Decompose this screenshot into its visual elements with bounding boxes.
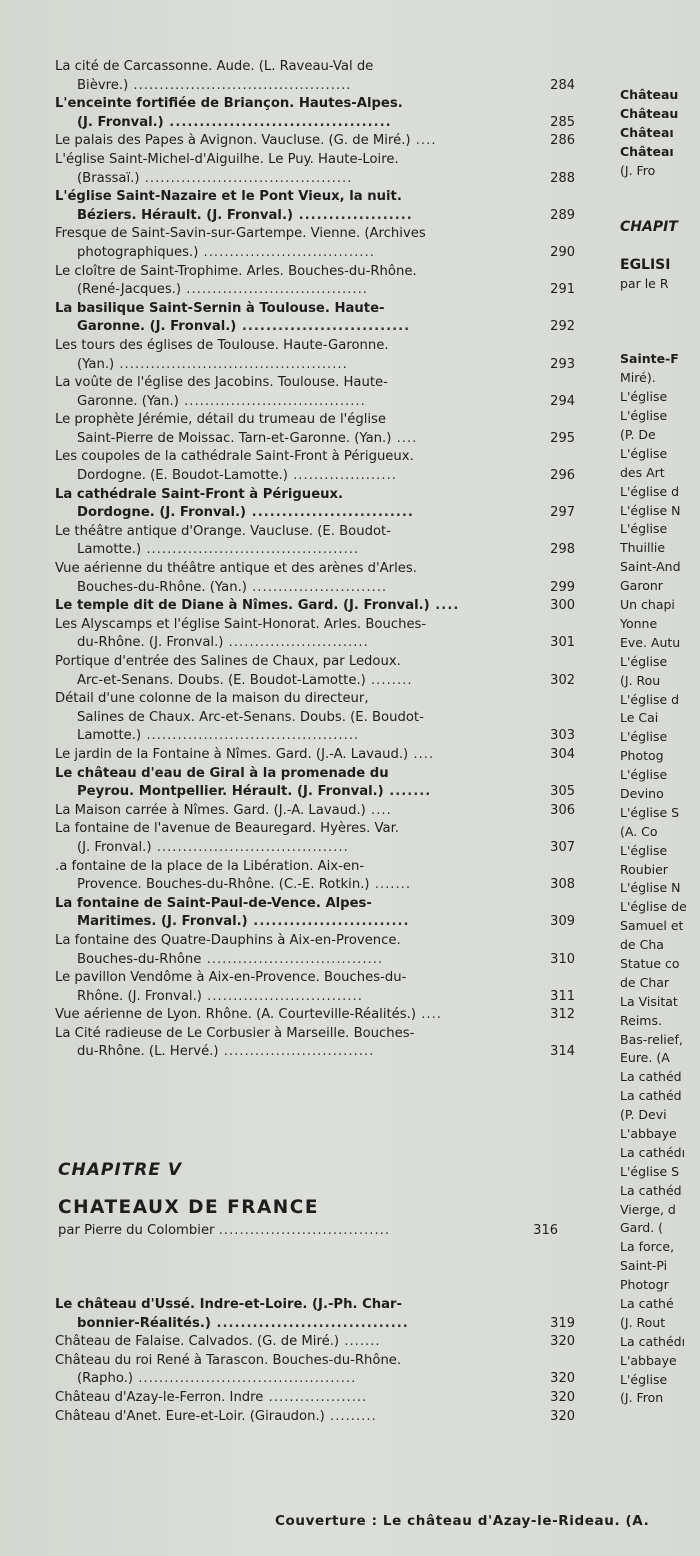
chapter-byline: par Pierre du Colombier ................................. 316 [58,1223,558,1238]
list-item [55,151,575,188]
entry-line: Le prophète Jérémie, détail du trumeau de l'église [55,412,387,428]
right-column-line: L'église [620,729,668,745]
right-column-line [620,313,700,332]
entry-line: Bièvre.) .......................................... [77,77,352,93]
entry-line: Vue aérienne de Lyon. Rhône. (A. Courteville-Réalités.) .... [55,1007,442,1023]
right-column-line: Garonr [620,578,663,594]
list-item [55,225,575,262]
right-column-line: Vierge, d [620,1201,676,1217]
right-column-line: La cathéd [620,1069,682,1085]
page-number: 303 [550,728,575,744]
right-column-line: Saint-Pi [620,1258,668,1274]
right-column-line: Eure. (A [620,1050,670,1066]
right-column-line: La cathéd [620,1182,682,1198]
entry-line: La basilique Saint-Sernin à Toulouse. Haute- [55,300,385,316]
right-column-line: (P. Devi [620,1107,667,1123]
right-column-line: L'église S [620,804,680,820]
page-number: 311 [550,988,575,1004]
right-column-line: (A. Co [620,823,658,839]
entry-line: La fontaine de Saint-Paul-de-Vence. Alpes- [55,895,372,911]
right-column-line: La Visitat [620,993,678,1009]
right-column-line: L'église [620,521,668,537]
right-column-line: Roubier [620,861,668,877]
entry-line: Bouches-du-Rhône. (Yan.) .......................... [77,579,388,595]
right-column-line: L'église [620,1371,668,1387]
list-item [55,1389,575,1408]
page-number: 294 [550,393,575,409]
right-column-line: L'abbaye [620,1352,677,1368]
right-column-line: Photogr [620,1277,669,1293]
chapter-label: CHAPITRE V [58,1160,183,1180]
entry-line: La cathédrale Saint-Front à Périgueux. [55,486,344,502]
page-number: 286 [550,133,575,149]
right-column-line: Château [620,87,679,102]
right-column-line: L'abbaye [620,1125,677,1141]
right-column-line: L'église d [620,483,680,499]
right-column-line: des Art [620,464,665,480]
cover-caption [275,1513,700,1529]
right-column-line: Eve. Autu [620,634,681,650]
entry-line: Arc-et-Senans. Doubs. (E. Boudot-Lamotte.) ........ [77,672,413,688]
right-column-line: Samuel et [620,918,684,934]
entry-line: (René-Jacques.) ................................... [77,282,368,298]
right-column-line: par le R [620,275,669,291]
page-number: 320 [550,1408,575,1424]
page-number: 299 [550,579,575,595]
entry-line: La Cité radieuse de Le Corbusier à Marseille. Bouches- [55,1025,415,1041]
list-item [55,337,575,374]
entry-line: Portique d'entrée des Salines de Chaux, par Ledoux. [55,654,401,669]
page-number: 298 [550,542,575,558]
right-column-line: (J. Rou [620,672,661,688]
list-item [55,895,575,932]
right-column-line: Sainte-F [620,351,679,367]
page-number: 320 [550,1334,575,1350]
entry-line: Le temple dit de Diane à Nîmes. Gard. (J. Fronval.) .... [55,598,460,614]
page-number: 320 [550,1389,575,1405]
entry-line: (J. Fronval.) ..................................... [77,114,392,130]
right-column-cut [620,86,700,1408]
list-item [55,858,575,895]
right-column-line: Yonne [620,615,658,631]
page-number: 305 [550,784,575,800]
right-column-line: de Char [620,974,670,990]
list-item [55,802,575,821]
list-item [55,486,575,523]
list-item [55,597,575,616]
page-number: 290 [550,244,575,260]
right-column-line: Thuillie [620,540,666,556]
list-item [55,820,575,857]
right-column-line: (P. De [620,427,656,443]
entry-line: Château de Falaise. Calvados. (G. de Miré.) ....... [55,1334,381,1350]
right-column-line: Photog [620,748,664,764]
page-number: 292 [550,319,575,335]
chapter-title: CHATEAUX DE FRANCE [58,1197,320,1218]
entry-line: bonnier-Réalités.) ................................ [77,1315,409,1331]
entry-line: Béziers. Hérault. (J. Fronval.) ................... [77,207,413,223]
list-item [55,1296,575,1333]
entry-line: Les tours des églises de Toulouse. Haute-Garonne. [55,337,389,353]
list-item [55,95,575,132]
entry-line: La fontaine des Quatre-Dauphins à Aix-en-Provence. [55,932,401,948]
page-number: 302 [550,672,575,688]
page-number: 312 [550,1007,575,1023]
right-column-line: La cathédı [620,1333,686,1349]
entry-line: L'église Saint-Nazaire et le Pont Vieux, la nuit. [55,189,402,205]
entry-line: La fontaine de l'avenue de Beauregard. Hyères. Var. [55,821,399,837]
page-number: 285 [550,114,575,130]
list-item [55,969,575,1006]
entry-line: du-Rhône. (L. Hervé.) ............................. [77,1044,375,1060]
entry-line: Dordogne. (E. Boudot-Lamotte.) .................... [77,468,397,484]
list-item [55,523,575,560]
list-item [55,932,575,969]
right-column-line: Le Cai [620,710,659,726]
right-column-line: L'église de [620,899,687,915]
right-column-line: EGLISI [620,257,671,274]
entry-line: Château d'Anet. Eure-et-Loir. (Giraudon.) ......... [55,1408,377,1424]
entry-line: Maritimes. (J. Fronval.) .......................... [77,914,410,930]
entry-line: Lamotte.) ......................................... [77,728,360,744]
entry-line: Fresque de Saint-Savin-sur-Gartempe. Vienne. (Archives [55,226,426,242]
right-column-line: L'église [620,842,668,858]
entry-line: Garonne. (J. Fronval.) ............................ [77,319,411,335]
page-number: 319 [550,1315,575,1331]
list-item [55,1352,575,1389]
list-item [55,1006,575,1025]
page-number: 314 [550,1044,575,1060]
entry-line: Saint-Pierre de Moissac. Tarn-et-Garonne. (Yan.) .... [77,430,418,446]
entry-line: Rhône. (J. Fronval.) .............................. [77,988,363,1004]
entry-line: L'enceinte fortifiée de Briançon. Hautes-Alpes. [55,96,403,112]
entry-line: Peyrou. Montpellier. Hérault. (J. Fronval.) ....... [77,784,432,800]
cover-text: Le château d'Azay-le-Rideau. (A. [382,1513,650,1529]
right-column-line [620,332,700,351]
entry-line: La voûte de l'église des Jacobins. Toulouse. Haute- [55,375,388,391]
entry-line: Les coupoles de la cathédrale Saint-Front à Périgueux. [55,449,414,465]
list-item [55,1408,575,1427]
page-number: 300 [550,598,575,614]
right-column-line: Bas-relief, [620,1031,683,1047]
page-number: 289 [550,207,575,223]
list-item [55,616,575,653]
entry-line: Le palais des Papes à Avignon. Vaucluse. (G. de Miré.) .... [55,133,437,149]
right-column-line [620,180,700,199]
byline-text: par Pierre du Colombier [58,1223,215,1238]
entry-line: Vue aérienne du théâtre antique et des arènes d'Arles. [55,561,417,577]
page-number: 309 [550,914,575,930]
list-item [55,58,575,95]
right-column-line: Miré). [620,370,656,386]
right-column-line: (J. Fron [620,1390,664,1406]
page-number: 295 [550,430,575,446]
list-item [55,653,575,690]
entry-line: (J. Fronval.) ..................................... [77,839,349,855]
page-number: 306 [550,802,575,818]
right-column-line: La cathédı [620,1144,686,1160]
entry-line: La Maison carrée à Nîmes. Gard. (J.-A. Lavaud.) .... [55,802,392,818]
right-column-line: CHAPIT [620,219,678,236]
right-column-line: L'église S [620,1163,680,1179]
list-item [55,374,575,411]
entry-line: Le cloître de Saint-Trophime. Arles. Bouches-du-Rhône. [55,263,417,279]
entry-line: photographiques.) ................................. [77,244,375,260]
page-number: 288 [550,170,575,186]
list-item [55,560,575,597]
right-column-line: (J. Fro [620,162,656,178]
page-number: 297 [550,505,575,521]
right-column-line: L'église [620,389,668,405]
entry-line: Bouches-du-Rhône .................................. [77,951,384,967]
entry-line: Le jardin de la Fontaine à Nîmes. Gard. (J.-A. Lavaud.) .... [55,746,435,762]
entry-line: Garonne. (Yan.) ................................... [77,393,366,409]
right-column-line [620,237,700,256]
page-number: 310 [550,951,575,967]
entry-line: .a fontaine de la place de la Libération. Aix-en- [55,858,365,874]
list-item [55,765,575,802]
illustration-list [55,58,575,1062]
entry-line: La cité de Carcassonne. Aude. (L. Raveau-Val de [55,59,374,74]
entry-line: Détail d'une colonne de la maison du directeur, [55,691,369,707]
entry-line: du-Rhône. (J. Fronval.) ........................... [77,635,369,651]
entry-line: Le théâtre antique d'Orange. Vaucluse. (E. Boudot- [55,523,391,539]
castle-list [55,1296,575,1426]
page-number: 308 [550,877,575,893]
entry-line: Salines de Chaux. Arc-et-Senans. Doubs. (E. Boudot- [77,709,424,725]
right-column-line: Reims. [620,1012,662,1028]
right-column-line: Saint-And [620,559,681,575]
right-column-line: La force, [620,1239,675,1255]
list-item [55,448,575,485]
list-item [55,690,575,746]
byline-page: 316 [533,1223,558,1238]
right-column-line: Statue co [620,955,680,971]
right-column-line: Châteaı [620,143,674,159]
right-column-line: L'église [620,653,668,669]
list-item [55,132,575,151]
list-item [55,746,575,765]
right-column-line: La cathéd [620,1088,682,1104]
right-column-line: Château [620,105,679,121]
entry-line: Le château d'eau de Giral à la promenade du [55,765,389,781]
right-column-line: L'église N [620,502,681,518]
entry-line: Le château d'Ussé. Indre-et-Loire. (J.-Ph. Char- [55,1297,403,1312]
right-column-line: (J. Rout [620,1314,666,1330]
entry-line: Le pavillon Vendôme à Aix-en-Provence. Bouches-du- [55,970,407,986]
list-item [55,1025,575,1062]
page-number: 284 [550,77,575,93]
list-item [55,411,575,448]
entry-line: L'église Saint-Michel-d'Aiguilhe. Le Puy. Haute-Loire. [55,151,399,167]
right-column-line: Devino [620,785,664,801]
list-item [55,1333,575,1352]
entry-line: Château du roi René à Tarascon. Bouches-du-Rhône. [55,1352,402,1368]
list-item [55,263,575,300]
right-column-line: de Cha [620,937,664,953]
right-column-line [620,294,700,313]
page-number: 291 [550,282,575,298]
entry-line: Provence. Bouches-du-Rhône. (C.-E. Rotkin.) ....... [77,877,412,893]
entry-line: (Rapho.) .......................................... [77,1371,357,1387]
entry-line: (Yan.) ............................................ [77,356,348,372]
page-number: 296 [550,468,575,484]
list-item [55,188,575,225]
entry-line: Château d'Azay-le-Ferron. Indre ................... [55,1389,368,1405]
right-column-line: L'église [620,408,668,424]
right-column-line: L'église N [620,880,681,896]
page-number: 320 [550,1371,575,1387]
page-number: 301 [550,635,575,651]
cover-label: Couverture : [275,1513,378,1529]
right-column-line: L'église [620,767,668,783]
right-column-line: Un chapi [620,597,675,613]
entry-line: Dordogne. (J. Fronval.) ........................... [77,505,414,521]
page-number: 307 [550,839,575,855]
right-column-line: L'église d [620,691,680,707]
entry-line: Les Alyscamps et l'église Saint-Honorat. Arles. Bouches- [55,616,427,632]
right-column-line [620,199,700,218]
page-number: 304 [550,746,575,762]
list-item [55,300,575,337]
entry-line: (Brassaï.) ........................................ [77,170,353,186]
right-column-line: L'église [620,445,668,461]
page-number: 293 [550,356,575,372]
right-column-line: Gard. ( [620,1220,664,1236]
right-column-line: La cathé [620,1296,674,1311]
entry-line: Lamotte.) ......................................... [77,542,360,558]
right-column-line: Châteaı [620,124,674,140]
